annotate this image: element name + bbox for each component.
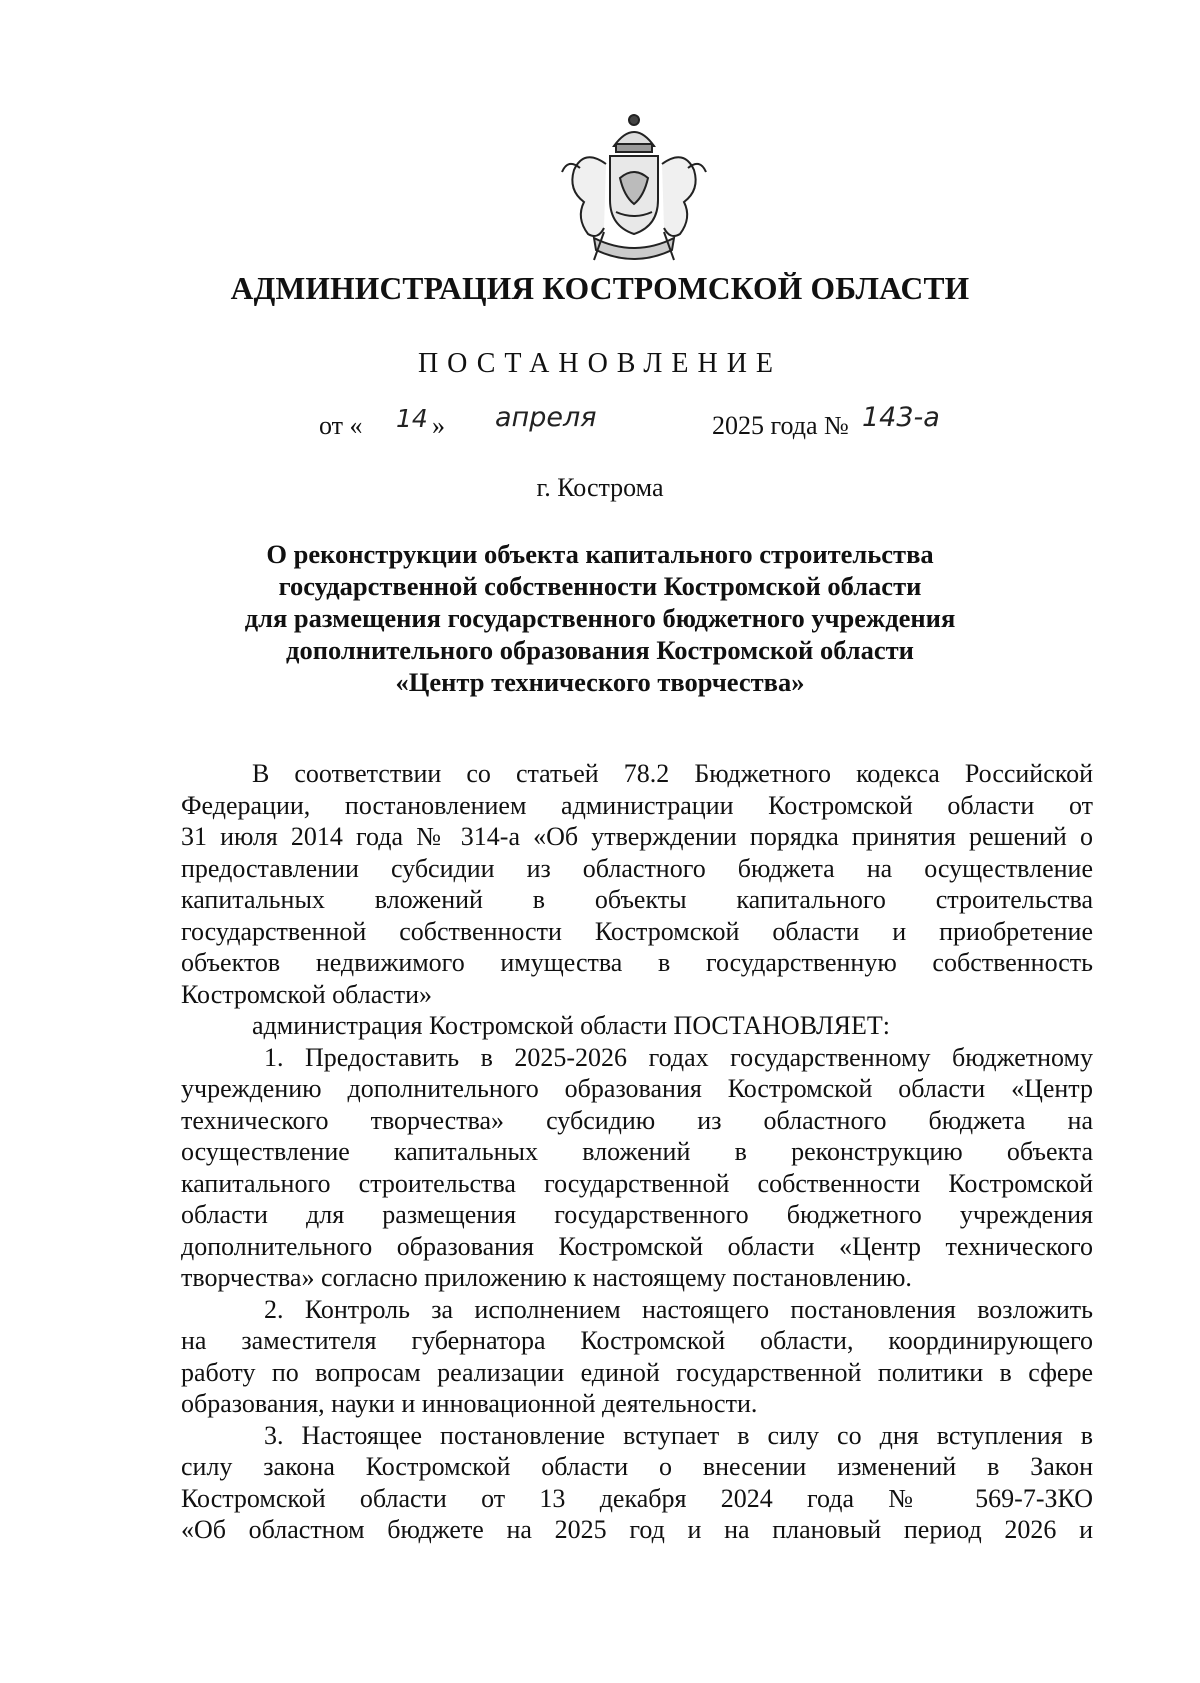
date-month-handwritten: апреля — [495, 402, 597, 433]
date-day-handwritten: 14 — [396, 404, 428, 433]
text-line: администрация Костромской области ПОСТАНОВЛЯЕТ: — [252, 1011, 891, 1040]
text-line: 3. Настоящее постановление вступает в силу со дня вступления в — [264, 1420, 1093, 1450]
text-line: Костромской области» — [181, 979, 433, 1009]
item-1-paragraph — [181, 1042, 1093, 1294]
item-3-paragraph — [181, 1420, 1093, 1546]
text-line: В соответствии со статьей 78.2 Бюджетного кодекса Российской — [252, 759, 1093, 788]
organization-title: АДМИНИСТРАЦИЯ КОСТРОМСКОЙ ОБЛАСТИ — [230, 271, 970, 306]
coat-of-arms-emblem — [554, 108, 714, 270]
subject-line: дополнительного образования Костромской области — [286, 635, 914, 665]
document-body — [181, 758, 1093, 1546]
text-line: области для размещения государственного бюджетного учреждения — [181, 1200, 1093, 1229]
document-type: ПОСТАНОВЛЕНИЕ — [417, 348, 783, 379]
text-line: работу по вопросам реализации единой государственной политики в сфере — [181, 1357, 1093, 1387]
city: г. Кострома — [536, 473, 664, 502]
text-line: капитальных вложений в объекты капитального строительства — [181, 885, 1093, 914]
text-line: образования, науки и инновационной деятельности. — [181, 1389, 758, 1418]
item-2-paragraph — [181, 1294, 1093, 1420]
text-line: учреждению дополнительного образования Костромской области «Центр — [181, 1074, 1093, 1103]
text-line: 1. Предоставить в 2025-2026 годах государственному бюджетному — [264, 1042, 1093, 1072]
subject-line: государственной собственности Костромской области — [278, 571, 922, 601]
text-line: силу закона Костромской области о внесении изменений в Закон — [181, 1452, 1093, 1481]
text-line: на заместителя губернатора Костромской области, координирующего — [181, 1326, 1093, 1355]
text-line: государственной собственности Костромской области и приобретение — [181, 916, 1093, 946]
text-line: дополнительного образования Костромской области «Центр технического — [181, 1231, 1093, 1261]
text-line: 31 июля 2014 года № 314-а «Об утверждении порядка принятия решений о — [181, 822, 1093, 851]
text-line: объектов недвижимого имущества в государственную собственность — [181, 948, 1093, 977]
subject-line: «Центр технического творчества» — [395, 667, 805, 697]
subject-heading — [0, 538, 1200, 698]
preamble-paragraph — [181, 758, 1093, 1010]
text-line: осуществление капитальных вложений в реконструкцию объекта — [181, 1137, 1093, 1166]
text-line: капитального строительства государственной собственности Костромской — [181, 1168, 1093, 1198]
decree-paragraph — [181, 1010, 1093, 1042]
text-line: Костромской области от 13 декабря 2024 года № 569-7-ЗКО — [181, 1483, 1093, 1513]
text-line: 2. Контроль за исполнением настоящего постановления возложить — [264, 1294, 1093, 1324]
text-line: предоставлении субсидии из областного бюджета на осуществление — [181, 853, 1093, 883]
date-close-quote: » — [432, 411, 445, 440]
date-year-label: 2025 года № — [712, 411, 849, 440]
date-prefix: от « — [319, 411, 363, 440]
text-line: творчества» согласно приложению к настоящему постановлению. — [181, 1263, 912, 1292]
document-number-handwritten: 143-а — [862, 402, 940, 433]
text-line: «Об областном бюджете на 2025 год и на плановый период 2026 и — [181, 1515, 1093, 1544]
text-line: Федерации, постановлением администрации Костромской области от — [181, 790, 1093, 820]
text-line: технического творчества» субсидию из областного бюджета на — [181, 1105, 1093, 1135]
subject-line: О реконструкции объекта капитального строительства — [266, 539, 934, 569]
subject-line: для размещения государственного бюджетного учреждения — [244, 603, 956, 633]
